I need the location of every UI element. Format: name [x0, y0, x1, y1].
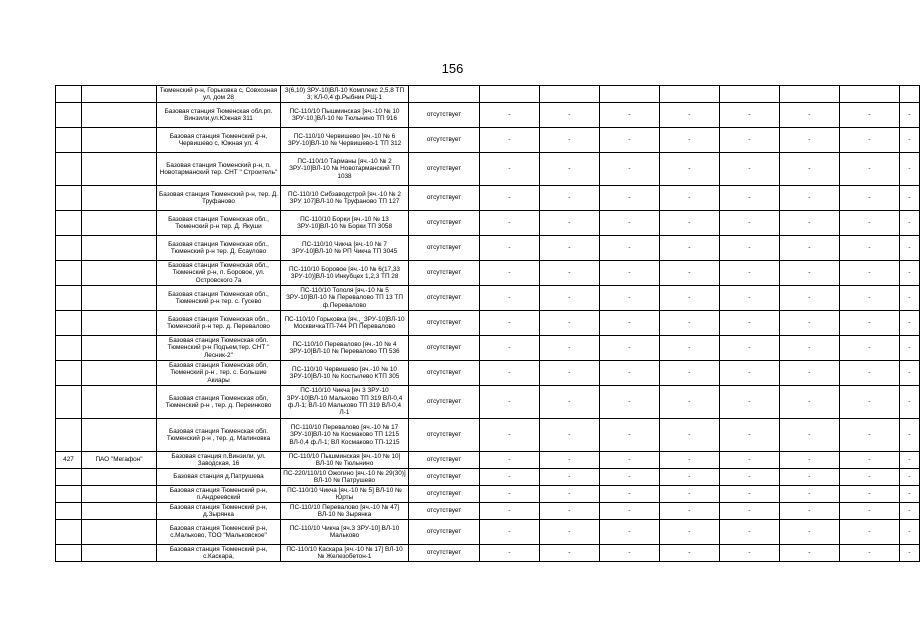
- dash-cell: -: [720, 236, 780, 261]
- organization-cell: [82, 86, 157, 103]
- row-number-cell: [56, 419, 82, 452]
- status-cell: отсутствует: [409, 520, 480, 545]
- power-source-cell: ПС-110/10 Чикча [яч.3 ЗРУ-10] ВЛ-10 Мальково: [281, 520, 409, 545]
- status-cell: отсутствует: [409, 186, 480, 211]
- object-description-cell: Базовая станция Тюменский р-н, п. Новотарманский тер. СНТ " Строитель": [157, 153, 281, 186]
- object-description-cell: Базовая станция Тюменская обл., Тюменский р-н тер. д. Перевалово: [157, 311, 281, 336]
- dash-cell: -: [900, 153, 920, 186]
- dash-cell: -: [720, 503, 780, 520]
- object-description-cell: Базовая станция д.Патрушева: [157, 469, 281, 486]
- power-source-cell: ПС-110/10 Боровое [яч.-10 № 6(17,33 ЗРУ-10)]ВЛ-10 Инкубцех 1,2,3 ТП 28: [281, 261, 409, 286]
- table-row: [56, 311, 920, 336]
- organization-cell: [82, 261, 157, 286]
- object-description-cell: Базовая станция Тюменская обл., Тюменский р-н тер. Д. Якуши: [157, 211, 281, 236]
- dash-cell: -: [540, 261, 600, 286]
- object-description-cell: Базовая станция п.Винзили, ул. Заводская, 16: [157, 452, 281, 469]
- dash-cell: -: [660, 236, 720, 261]
- dash-cell: -: [480, 311, 540, 336]
- dash-cell: -: [660, 186, 720, 211]
- dash-cell: -: [780, 211, 840, 236]
- organization-cell: [82, 336, 157, 361]
- dash-cell: -: [540, 103, 600, 128]
- dash-cell: -: [600, 211, 660, 236]
- dash-cell: -: [480, 545, 540, 562]
- dash-cell: -: [720, 128, 780, 153]
- dash-cell: -: [600, 486, 660, 503]
- row-number-cell: [56, 236, 82, 261]
- dash-cell: -: [720, 336, 780, 361]
- dash-cell: -: [540, 520, 600, 545]
- dash-cell: -: [720, 186, 780, 211]
- table-row: [56, 419, 920, 452]
- dash-cell: -: [900, 361, 920, 386]
- dash-cell: -: [600, 545, 660, 562]
- dash-cell: -: [780, 361, 840, 386]
- dash-cell: -: [480, 103, 540, 128]
- organization-cell: [82, 545, 157, 562]
- dash-cell: -: [540, 503, 600, 520]
- dash-cell: -: [720, 361, 780, 386]
- dash-cell: -: [660, 503, 720, 520]
- status-cell: отсутствует: [409, 261, 480, 286]
- dash-cell: -: [600, 186, 660, 211]
- dash-cell: -: [840, 361, 900, 386]
- dash-cell: -: [780, 128, 840, 153]
- dash-cell: -: [720, 286, 780, 311]
- dash-cell: -: [660, 386, 720, 419]
- dash-cell: -: [480, 452, 540, 469]
- dash-cell: -: [600, 469, 660, 486]
- power-source-cell: ПС-220/110/10 Ожогино [яч.-10 № 29(30)] ВЛ-10 № Патрушево: [281, 469, 409, 486]
- organization-cell: [82, 186, 157, 211]
- table-body: [56, 86, 920, 562]
- power-source-cell: ПС-110/10 Тополя [яч.-10 № 5 ЗРУ-10]ВЛ-10 № Перевалово ТП 13 ТП ф.Перевалово: [281, 286, 409, 311]
- dash-cell: -: [480, 361, 540, 386]
- dash-cell: -: [900, 336, 920, 361]
- dash-cell: [840, 86, 900, 103]
- table-row: [56, 361, 920, 386]
- dash-cell: -: [840, 186, 900, 211]
- dash-cell: [600, 86, 660, 103]
- row-number-cell: [56, 186, 82, 211]
- table-row: [56, 503, 920, 520]
- power-source-cell: ПС-110/10 Пышминская [яч.-10 № 10 ЗРУ-10,]ВЛ-10 № Тюльнино ТП 916: [281, 103, 409, 128]
- dash-cell: -: [660, 520, 720, 545]
- status-cell: отсутствует: [409, 486, 480, 503]
- dash-cell: -: [720, 153, 780, 186]
- dash-cell: -: [660, 419, 720, 452]
- dash-cell: -: [720, 261, 780, 286]
- object-description-cell: Базовая станция Тюменская обл, Тюменский р-н , тер. с. Большие Акиары: [157, 361, 281, 386]
- dash-cell: -: [660, 211, 720, 236]
- dash-cell: -: [780, 261, 840, 286]
- status-cell: отсутствует: [409, 311, 480, 336]
- dash-cell: -: [900, 452, 920, 469]
- table-row: [56, 86, 920, 103]
- dash-cell: -: [600, 236, 660, 261]
- organization-cell: [82, 520, 157, 545]
- dash-cell: -: [600, 311, 660, 336]
- dash-cell: -: [720, 452, 780, 469]
- table-row: [56, 520, 920, 545]
- dash-cell: -: [600, 419, 660, 452]
- dash-cell: -: [840, 545, 900, 562]
- power-source-cell: ПС-110/10 Перевалово [яч.-10 № 4 ЗРУ-10]ВЛ-10 № Перевалово ТП 536: [281, 336, 409, 361]
- dash-cell: -: [840, 419, 900, 452]
- dash-cell: [540, 86, 600, 103]
- dash-cell: -: [900, 520, 920, 545]
- dash-cell: -: [480, 336, 540, 361]
- dash-cell: -: [600, 361, 660, 386]
- object-description-cell: Базовая станция Тюменская обл. Тюменский р-н , тер. д. Малиновка: [157, 419, 281, 452]
- dash-cell: [780, 86, 840, 103]
- dash-cell: -: [780, 419, 840, 452]
- dash-cell: -: [900, 545, 920, 562]
- dash-cell: -: [480, 419, 540, 452]
- dash-cell: -: [540, 386, 600, 419]
- dash-cell: -: [900, 386, 920, 419]
- dash-cell: -: [600, 261, 660, 286]
- power-source-cell: ПС-110/10 Червишево [яч.-10 № 6 ЗРУ-10]ВЛ-10 № Червишево-1 ТП 312: [281, 128, 409, 153]
- dash-cell: -: [840, 128, 900, 153]
- dash-cell: -: [660, 153, 720, 186]
- dash-cell: -: [660, 261, 720, 286]
- dash-cell: -: [660, 452, 720, 469]
- table-row: [56, 486, 920, 503]
- dash-cell: -: [900, 503, 920, 520]
- dash-cell: -: [900, 211, 920, 236]
- dash-cell: -: [660, 128, 720, 153]
- status-cell: отсутствует: [409, 236, 480, 261]
- status-cell: отсутствует: [409, 469, 480, 486]
- organization-cell: [82, 386, 157, 419]
- row-number-cell: [56, 469, 82, 486]
- dash-cell: -: [780, 503, 840, 520]
- table-row: [56, 545, 920, 562]
- dash-cell: -: [540, 211, 600, 236]
- dash-cell: -: [540, 128, 600, 153]
- status-cell: отсутствует: [409, 361, 480, 386]
- dash-cell: [900, 86, 920, 103]
- power-source-cell: ПС-110/10 Чикча [яч.-10 № 5] ВЛ-10 № Юрты: [281, 486, 409, 503]
- dash-cell: [720, 86, 780, 103]
- power-source-cell: ПС-110/10 Червишево [яч.-10 № 10 ЗРУ-10]ВЛ-10 № Костылево КТП 305: [281, 361, 409, 386]
- dash-cell: -: [900, 311, 920, 336]
- object-description-cell: Базовая станция Тюменский р-н, с.Каскара,: [157, 545, 281, 562]
- dash-cell: [480, 86, 540, 103]
- power-source-cell: ПС-110/10 Перевалово [яч.-10 № 17 ЗРУ-10]ВЛ-10 № Космаково ТП 1215 ВЛ-0,4 ф.Л-1; ВЛ Космаково ТП-1215: [281, 419, 409, 452]
- dash-cell: -: [480, 128, 540, 153]
- power-source-cell: ПС-110/10 Сибзаводстрой [яч.-10 № 2 ЗРУ 107]ВЛ-10 № Труфаново ТП 127: [281, 186, 409, 211]
- dash-cell: -: [660, 286, 720, 311]
- status-cell: отсутствует: [409, 211, 480, 236]
- dash-cell: -: [540, 153, 600, 186]
- table-row: [56, 211, 920, 236]
- dash-cell: -: [840, 261, 900, 286]
- dash-cell: -: [780, 236, 840, 261]
- dash-cell: -: [660, 469, 720, 486]
- dash-cell: -: [840, 153, 900, 186]
- dash-cell: -: [480, 520, 540, 545]
- dash-cell: -: [720, 469, 780, 486]
- dash-cell: -: [840, 211, 900, 236]
- dash-cell: -: [720, 103, 780, 128]
- row-number-cell: [56, 103, 82, 128]
- status-cell: отсутствует: [409, 286, 480, 311]
- organization-cell: [82, 361, 157, 386]
- dash-cell: -: [720, 419, 780, 452]
- dash-cell: -: [480, 503, 540, 520]
- object-description-cell: Базовая станция Тюменский р-н, д.Зырянка: [157, 503, 281, 520]
- row-number-cell: [56, 503, 82, 520]
- power-source-cell: ПС-110/10 Борки [яч.-10 № 13 ЗРУ-10]ВЛ-10 № Борки ТП 3058: [281, 211, 409, 236]
- object-description-cell: Базовая станция Тюменская обл., Тюменский р-н тер. Д. Есаулово: [157, 236, 281, 261]
- object-description-cell: Базовая станция Тюменский р-н, п.Андреевский: [157, 486, 281, 503]
- dash-cell: -: [840, 520, 900, 545]
- object-description-cell: Базовая станция Тюменская обл, Тюменский р-н , тер. д. Переинково: [157, 386, 281, 419]
- object-description-cell: Базовая станция Тюменский р-н, Червишево с, Южная ул. 4: [157, 128, 281, 153]
- dash-cell: -: [480, 236, 540, 261]
- dash-cell: -: [840, 503, 900, 520]
- dash-cell: -: [840, 386, 900, 419]
- power-source-cell: ПС-110/10 Тарманы [яч.-10 № 2 ЗРУ-10]ВЛ-10 № Новотарманский ТП 1038: [281, 153, 409, 186]
- dash-cell: -: [720, 386, 780, 419]
- dash-cell: -: [840, 469, 900, 486]
- table-row: [56, 386, 920, 419]
- dash-cell: -: [600, 286, 660, 311]
- dash-cell: -: [780, 153, 840, 186]
- dash-cell: -: [840, 486, 900, 503]
- dash-cell: -: [480, 386, 540, 419]
- dash-cell: -: [660, 361, 720, 386]
- dash-cell: -: [720, 545, 780, 562]
- dash-cell: -: [780, 286, 840, 311]
- object-description-cell: Тюменский р-н, Горьковка с, Совхозная ул, дом 28: [157, 86, 281, 103]
- status-cell: отсутствует: [409, 419, 480, 452]
- dash-cell: -: [840, 336, 900, 361]
- dash-cell: -: [780, 311, 840, 336]
- dash-cell: -: [540, 361, 600, 386]
- dash-cell: -: [900, 236, 920, 261]
- dash-cell: -: [600, 153, 660, 186]
- dash-cell: -: [720, 211, 780, 236]
- dash-cell: -: [660, 103, 720, 128]
- organization-cell: [82, 311, 157, 336]
- dash-cell: -: [600, 128, 660, 153]
- dash-cell: -: [780, 469, 840, 486]
- table-row: [56, 469, 920, 486]
- dash-cell: -: [600, 336, 660, 361]
- status-cell: отсутствует: [409, 503, 480, 520]
- table-row: [56, 103, 920, 128]
- dash-cell: -: [540, 311, 600, 336]
- dash-cell: -: [480, 261, 540, 286]
- dash-cell: -: [540, 486, 600, 503]
- dash-cell: -: [900, 128, 920, 153]
- row-number-cell: [56, 286, 82, 311]
- dash-cell: -: [480, 186, 540, 211]
- dash-cell: -: [540, 286, 600, 311]
- status-cell: отсутствует: [409, 153, 480, 186]
- dash-cell: [660, 86, 720, 103]
- page-number: 156: [441, 61, 464, 76]
- dash-cell: -: [660, 311, 720, 336]
- organization-cell: [82, 128, 157, 153]
- object-description-cell: Базовая станция Тюменская обл.рп. Винзили,ул.Южная 311: [157, 103, 281, 128]
- dash-cell: -: [900, 261, 920, 286]
- dash-cell: -: [900, 419, 920, 452]
- dash-cell: -: [600, 103, 660, 128]
- organization-cell: [82, 286, 157, 311]
- table-row: [56, 261, 920, 286]
- dash-cell: -: [900, 103, 920, 128]
- dash-cell: -: [660, 545, 720, 562]
- organization-cell: [82, 469, 157, 486]
- dash-cell: -: [540, 419, 600, 452]
- object-description-cell: Базовая станция Тюменский р-н, тер. Д. Труфаново: [157, 186, 281, 211]
- row-number-cell: [56, 128, 82, 153]
- status-cell: отсутствует: [409, 452, 480, 469]
- status-cell: отсутствует: [409, 103, 480, 128]
- power-source-cell: ПС-110/10 Чикча [яч 3 ЗРУ-10 ЗРУ-10]ВЛ-10 Мальково ТП 319 ВЛ-0,4 ф.Л-1; ВЛ-10 Мальково ТП 319 ВЛ-0,4 Л-1: [281, 386, 409, 419]
- dash-cell: -: [540, 186, 600, 211]
- document-table: [55, 85, 920, 562]
- dash-cell: -: [660, 486, 720, 503]
- dash-cell: -: [720, 311, 780, 336]
- organization-cell: ПАО "Мегафон": [82, 452, 157, 469]
- power-source-cell: ПС-110/10 Перевалово [яч.-10 № 47] ВЛ-10 № Зырянка: [281, 503, 409, 520]
- dash-cell: -: [840, 286, 900, 311]
- power-source-cell: ПС-110/10 Каскара [яч.-10 № 17] ВЛ-10 № Железобетон-1: [281, 545, 409, 562]
- dash-cell: -: [480, 486, 540, 503]
- dash-cell: -: [840, 236, 900, 261]
- dash-cell: -: [540, 469, 600, 486]
- table-row: [56, 128, 920, 153]
- object-description-cell: Базовая станция Тюменский р-н, с.Мальково, ТОО "Мальковское": [157, 520, 281, 545]
- row-number-cell: 427: [56, 452, 82, 469]
- row-number-cell: [56, 361, 82, 386]
- dash-cell: -: [540, 545, 600, 562]
- dash-cell: -: [600, 386, 660, 419]
- dash-cell: -: [720, 486, 780, 503]
- dash-cell: -: [780, 520, 840, 545]
- status-cell: [409, 86, 480, 103]
- dash-cell: -: [780, 336, 840, 361]
- dash-cell: -: [600, 520, 660, 545]
- power-source-cell: ПС-110/10 Горьковка [яч.,_ЗРУ-10]ВЛ-10 МосквичкаТП-744 РП Перевалово: [281, 311, 409, 336]
- dash-cell: -: [720, 520, 780, 545]
- dash-cell: -: [900, 186, 920, 211]
- status-cell: отсутствует: [409, 128, 480, 153]
- dash-cell: -: [780, 186, 840, 211]
- dash-cell: -: [600, 452, 660, 469]
- dash-cell: -: [600, 503, 660, 520]
- organization-cell: [82, 153, 157, 186]
- object-description-cell: Базовая станция Тюменская обл., Тюменский р-н тер. с. Гусево: [157, 286, 281, 311]
- organization-cell: [82, 103, 157, 128]
- dash-cell: -: [900, 469, 920, 486]
- object-description-cell: Базовая станция Тюменская обл., Тюменский р-н, п. Боровое, ул. Островского 7а: [157, 261, 281, 286]
- table-row: [56, 452, 920, 469]
- dash-cell: -: [660, 336, 720, 361]
- row-number-cell: [56, 211, 82, 236]
- organization-cell: [82, 211, 157, 236]
- status-cell: отсутствует: [409, 545, 480, 562]
- row-number-cell: [56, 486, 82, 503]
- dash-cell: -: [480, 286, 540, 311]
- dash-cell: -: [540, 452, 600, 469]
- dash-cell: -: [780, 386, 840, 419]
- status-cell: отсутствует: [409, 386, 480, 419]
- organization-cell: [82, 236, 157, 261]
- row-number-cell: [56, 86, 82, 103]
- dash-cell: -: [780, 486, 840, 503]
- organization-cell: [82, 486, 157, 503]
- table-row: [56, 286, 920, 311]
- power-source-cell: ПС-110/10 Чикча [яч.-10 № 7 ЗРУ-10]ВЛ-10 № РП Чикча ТП 3045: [281, 236, 409, 261]
- organization-cell: [82, 419, 157, 452]
- table-row: [56, 336, 920, 361]
- dash-cell: -: [780, 452, 840, 469]
- table-row: [56, 186, 920, 211]
- row-number-cell: [56, 520, 82, 545]
- power-source-cell: ПС-110/10 Пышминская [яч.-10 № 10] ВЛ-10 № Тюльнино: [281, 452, 409, 469]
- dash-cell: -: [780, 103, 840, 128]
- dash-cell: -: [840, 311, 900, 336]
- table-row: [56, 236, 920, 261]
- row-number-cell: [56, 261, 82, 286]
- object-description-cell: Базовая станция Тюменская обл. Тюменский р-н Подъем,тер. СНТ " Лесник-2": [157, 336, 281, 361]
- dash-cell: -: [480, 211, 540, 236]
- dash-cell: -: [840, 103, 900, 128]
- dash-cell: -: [480, 153, 540, 186]
- row-number-cell: [56, 311, 82, 336]
- dash-cell: -: [900, 286, 920, 311]
- row-number-cell: [56, 336, 82, 361]
- dash-cell: -: [780, 545, 840, 562]
- row-number-cell: [56, 386, 82, 419]
- row-number-cell: [56, 153, 82, 186]
- power-source-cell: 3(6,10) ЗРУ-10|ВЛ-10 Комплекс 2,5,8 ТП 3; КЛ-0,4 ф.Рыбник РЩ-1: [281, 86, 409, 103]
- dash-cell: -: [480, 469, 540, 486]
- dash-cell: -: [540, 236, 600, 261]
- dash-cell: -: [840, 452, 900, 469]
- table-row: [56, 153, 920, 186]
- dash-cell: -: [540, 336, 600, 361]
- row-number-cell: [56, 545, 82, 562]
- organization-cell: [82, 503, 157, 520]
- status-cell: отсутствует: [409, 336, 480, 361]
- dash-cell: -: [900, 486, 920, 503]
